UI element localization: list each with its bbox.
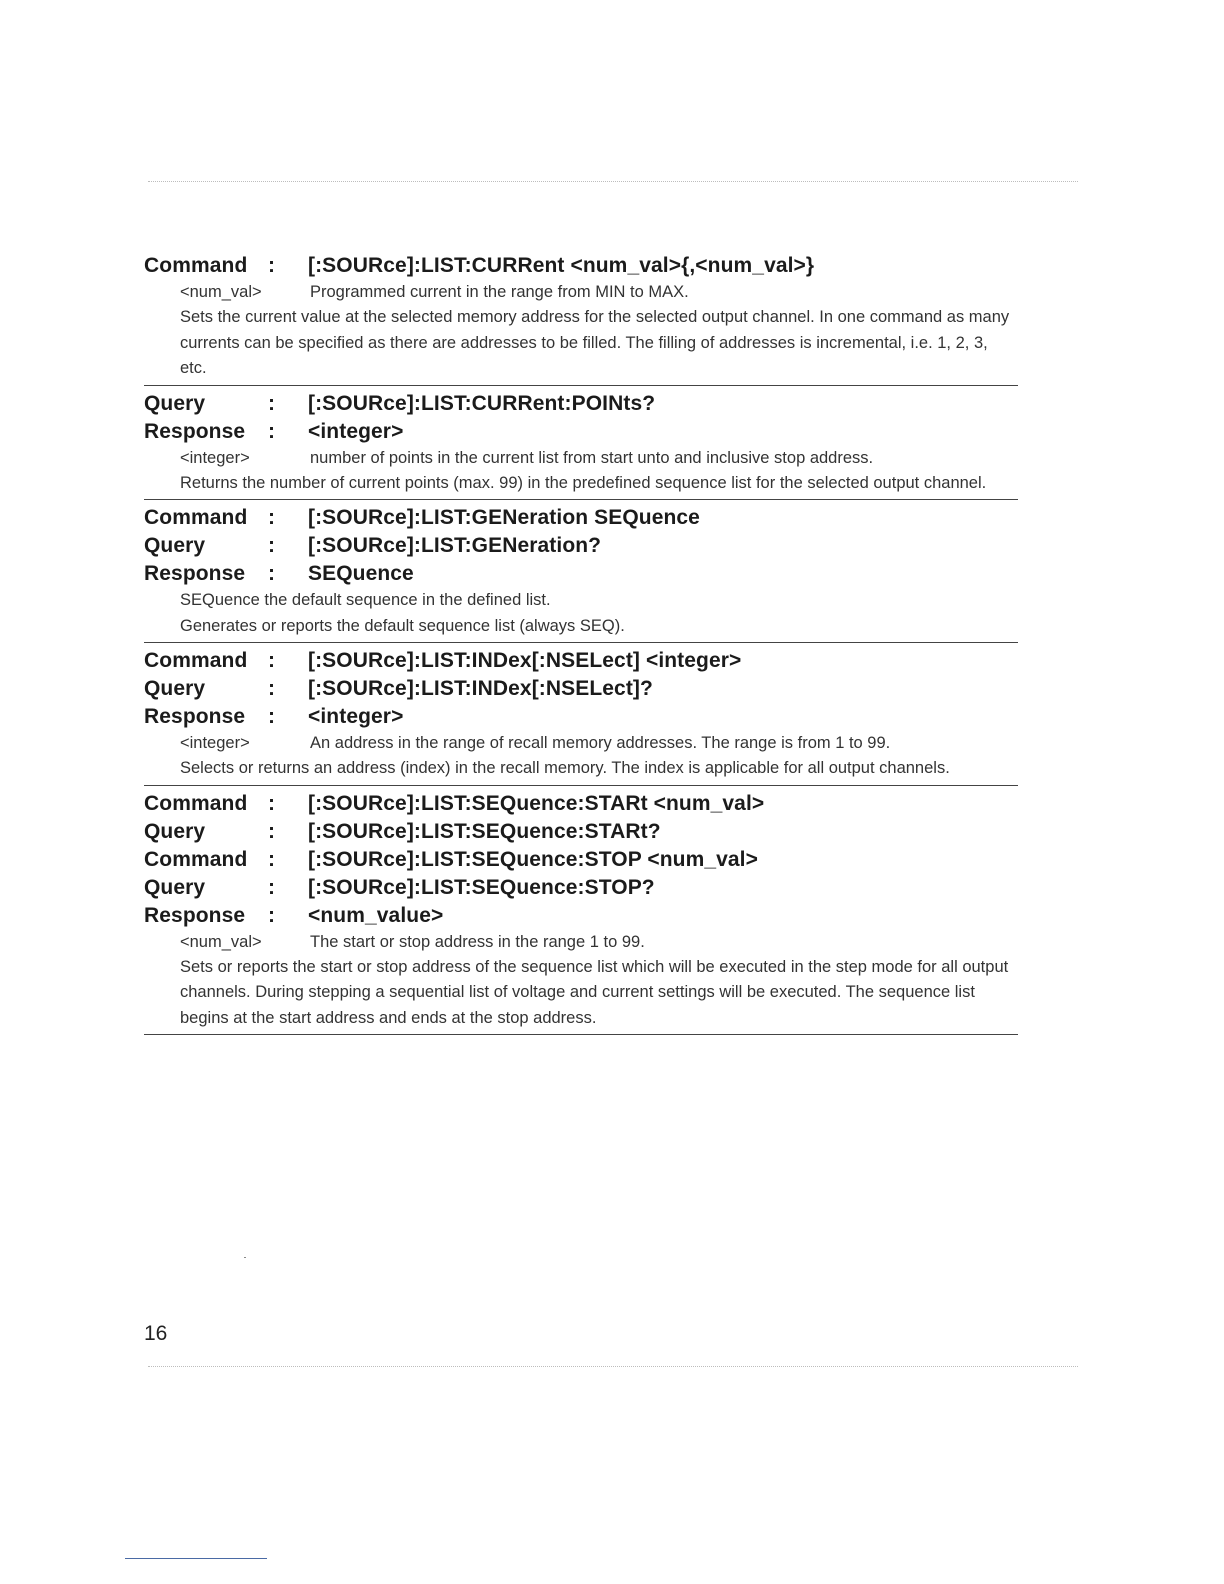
command-row <box>144 846 1018 874</box>
row-syntax: [:SOURce]:LIST:CURRent:POINts? <box>308 391 656 415</box>
row-syntax: <num_value> <box>308 903 444 927</box>
row-syntax: <integer> <box>308 705 404 728</box>
command-reference-list <box>144 252 1018 1039</box>
bottom-dotted-rule <box>148 1366 1078 1367</box>
parameter-description: number of points in the current list from start unto and inclusive stop address. <box>310 448 874 467</box>
row-separator: : <box>268 534 276 557</box>
row-separator: : <box>268 819 276 843</box>
row-keyword: Response <box>144 562 246 585</box>
parameter-row <box>180 731 1018 756</box>
parameter-description: Programmed current in the range from MIN to MAX. <box>310 283 689 301</box>
command-row <box>144 647 1018 675</box>
parameter-description: The start or stop address in the range 1 to 99. <box>310 932 645 951</box>
row-separator: : <box>268 847 276 871</box>
query-row <box>144 818 1018 846</box>
row-keyword: Response <box>144 419 246 443</box>
row-keyword: Query <box>144 875 206 899</box>
row-syntax: [:SOURce]:LIST:SEQuence:STARt <num_val> <box>308 791 765 815</box>
command-block <box>144 504 1018 643</box>
command-block <box>144 390 1018 501</box>
row-keyword: Query <box>144 819 206 843</box>
command-block <box>144 790 1018 1036</box>
command-description: Returns the number of current points (max. 99) in the predefined sequence list for the selected output channel. <box>180 473 987 492</box>
parameter-row <box>180 446 1018 471</box>
footer-rule <box>125 1558 267 1559</box>
command-row <box>144 504 1018 532</box>
query-row <box>144 532 1018 560</box>
row-separator: : <box>268 562 276 585</box>
row-syntax: SEQuence <box>308 562 414 585</box>
query-row <box>144 874 1018 902</box>
query-row <box>144 675 1018 703</box>
response-row <box>144 703 1018 731</box>
parameter-name: <num_val> <box>180 932 262 951</box>
row-syntax: <integer> <box>308 419 404 443</box>
parameter-name: <num_val> <box>180 283 262 301</box>
row-keyword: Response <box>144 705 246 728</box>
row-separator: : <box>268 419 276 443</box>
row-separator: : <box>268 506 276 529</box>
command-description: Sets the current value at the selected memory address for the selected output channel. In one command as many currents can be specified as there are addresses to be filled. The filling of addresses is incremental, i.e. 1, 2, 3, etc. <box>180 308 1010 377</box>
parameter-row <box>180 280 1018 305</box>
command-block <box>144 252 1018 386</box>
row-syntax: [:SOURce]:LIST:GENeration SEQuence <box>308 506 700 529</box>
parameter-row <box>180 930 1018 955</box>
row-syntax: [:SOURce]:LIST:GENeration? <box>308 534 602 557</box>
command-description: Sets or reports the start or stop address of the sequence list which will be executed in the step mode for all output channels. During stepping a sequential list of voltage and current settings will be executed. The sequence list begins at the start address and ends at the stop address. <box>180 957 1009 1027</box>
parameter-description: An address in the range of recall memory addresses. The range is from 1 to 99. <box>310 734 891 752</box>
row-keyword: Response <box>144 903 246 927</box>
row-keyword: Command <box>144 649 248 672</box>
row-separator: : <box>268 677 276 700</box>
command-row <box>144 790 1018 818</box>
row-separator: : <box>268 391 276 415</box>
row-keyword: Command <box>144 847 248 871</box>
parameter-name: <integer> <box>180 448 250 467</box>
command-row <box>144 252 1018 280</box>
row-syntax: [:SOURce]:LIST:INDex[:NSELect] <integer> <box>308 649 742 672</box>
response-row <box>144 418 1018 446</box>
row-keyword: Command <box>144 254 248 277</box>
row-separator: : <box>268 649 276 672</box>
command-block <box>144 647 1018 786</box>
row-syntax: [:SOURce]:LIST:SEQuence:STARt? <box>308 819 661 843</box>
row-syntax: [:SOURce]:LIST:SEQuence:STOP? <box>308 875 655 899</box>
response-note: SEQuence the default sequence in the defined list. <box>180 591 551 609</box>
row-separator: : <box>268 903 276 927</box>
row-syntax: [:SOURce]:LIST:CURRent <num_val>{,<num_val>} <box>308 254 815 277</box>
row-keyword: Query <box>144 677 206 700</box>
row-keyword: Query <box>144 391 206 415</box>
row-separator: : <box>268 254 276 277</box>
scan-speck <box>244 1257 246 1258</box>
row-syntax: [:SOURce]:LIST:SEQuence:STOP <num_val> <box>308 847 758 871</box>
row-keyword: Command <box>144 791 248 815</box>
command-description: Selects or returns an address (index) in the recall memory. The index is applicable for all output channels. <box>180 759 950 777</box>
row-keyword: Command <box>144 506 248 529</box>
page-number: 16 <box>144 1322 168 1345</box>
query-row <box>144 390 1018 418</box>
response-row <box>144 902 1018 930</box>
row-separator: : <box>268 791 276 815</box>
row-keyword: Query <box>144 534 206 557</box>
row-syntax: [:SOURce]:LIST:INDex[:NSELect]? <box>308 677 653 700</box>
row-separator: : <box>268 705 276 728</box>
parameter-name: <integer> <box>180 734 250 752</box>
command-description: Generates or reports the default sequence list (always SEQ). <box>180 616 625 635</box>
top-dotted-rule <box>148 181 1078 182</box>
row-separator: : <box>268 875 276 899</box>
response-row <box>144 560 1018 588</box>
